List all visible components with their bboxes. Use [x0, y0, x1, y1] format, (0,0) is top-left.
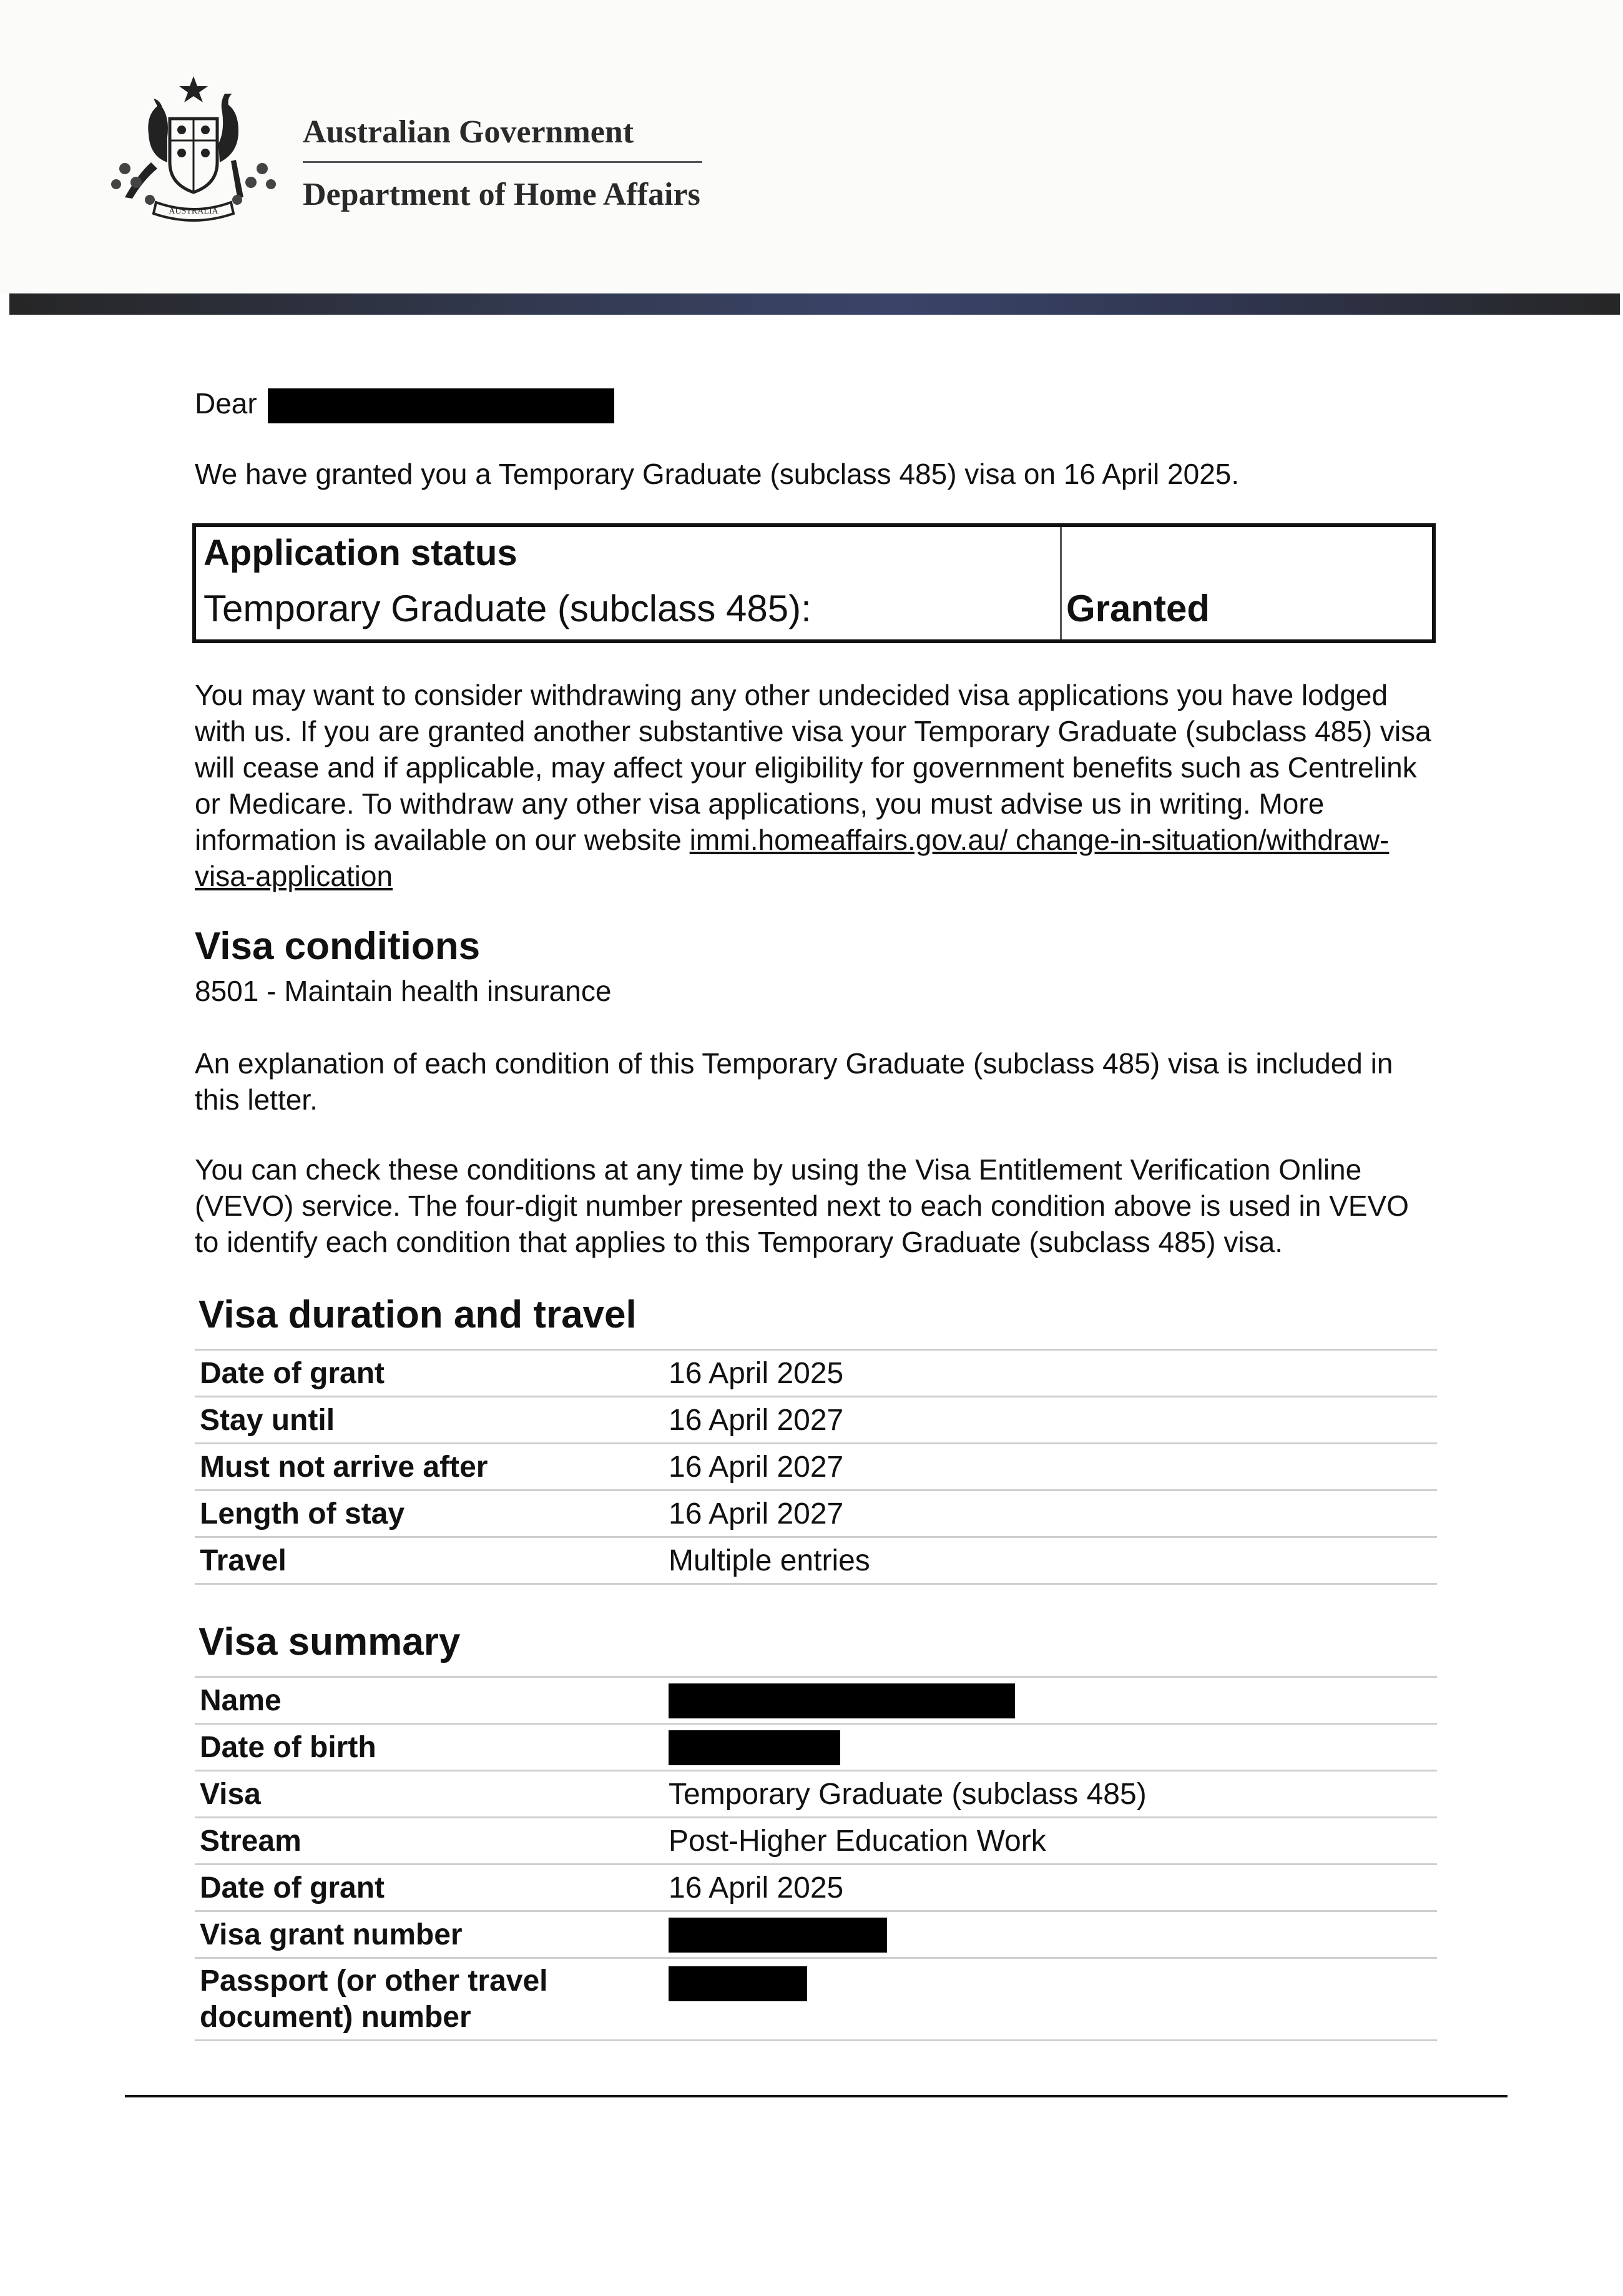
status-box-divider: [1060, 527, 1062, 639]
duration-value-travel: Multiple entries: [669, 1544, 870, 1577]
summary-value-stream: Post-Higher Education Work: [669, 1824, 1046, 1858]
summary-key-visa: Visa: [200, 1777, 261, 1811]
duration-value-stay-until: 16 April 2027: [669, 1403, 844, 1437]
summary-value-visa-grant-number: [664, 1911, 1437, 1958]
summary-key-name: Name: [200, 1683, 282, 1717]
table-row: [195, 1397, 1437, 1444]
summary-key-passport-number: Passport (or other travel document) number: [200, 1964, 548, 2034]
duration-key-stay-until: Stay until: [200, 1403, 335, 1437]
withdraw-application-link[interactable]: immi.homeaffairs.gov.au/ change-in-situation/withdraw-visa-application: [195, 824, 1390, 892]
table-row: [195, 1490, 1437, 1537]
visa-summary-table: [195, 1676, 1437, 2041]
duration-value-length-of-stay: 16 April 2027: [669, 1497, 844, 1530]
redacted-date-of-birth: [669, 1730, 840, 1765]
brand-department-name: Department of Home Affairs: [303, 177, 700, 212]
summary-key-stream: Stream: [200, 1824, 302, 1858]
visa-summary-heading: Visa summary: [199, 1620, 461, 1663]
brand-divider: [303, 161, 702, 163]
footer-divider: [125, 2095, 1508, 2097]
withdraw-paragraph-text: You may want to consider withdrawing any other undecided visa applications you have lodged with us. If you are granted another substantive visa your Temporary Graduate (subclass 485) visa will cease and if applicable, may affect your eligibility for government benefits such as Centrelink or Medicare. To withdraw any other visa applications, you must advise us in writing. More information is available on our website: [195, 679, 1431, 856]
crest-scroll-text: AUSTRALIA: [169, 207, 218, 216]
table-row: [195, 1771, 1437, 1818]
brand-government-name: Australian Government: [303, 114, 634, 150]
withdraw-paragraph: [195, 677, 1437, 894]
summary-value-name: [664, 1677, 1437, 1724]
application-status-title: Application status: [203, 533, 517, 573]
application-status-value: Granted: [1066, 588, 1210, 629]
summary-value-passport-number: [664, 1958, 1437, 2041]
summary-key-date-of-birth: Date of birth: [200, 1730, 376, 1764]
summary-value-date-of-grant: 16 April 2025: [669, 1871, 844, 1904]
table-row: [195, 1537, 1437, 1584]
table-row: [195, 1958, 1437, 2041]
summary-key-visa-grant-number: Visa grant number: [200, 1918, 463, 1951]
table-row: [195, 1724, 1437, 1771]
table-row: [195, 1677, 1437, 1724]
duration-key-date-of-grant: Date of grant: [200, 1356, 385, 1390]
duration-value-must-not-arrive-after: 16 April 2027: [669, 1450, 844, 1484]
redacted-visa-grant-number: [669, 1918, 887, 1953]
duration-value-date-of-grant: 16 April 2025: [669, 1356, 844, 1390]
table-row: [195, 1865, 1437, 1911]
duration-key-must-not-arrive-after: Must not arrive after: [200, 1450, 488, 1484]
table-row: [195, 1350, 1437, 1397]
redacted-recipient-name: [268, 388, 614, 423]
summary-value-date-of-birth: [664, 1724, 1437, 1771]
table-row: [195, 1444, 1437, 1490]
vevo-paragraph: You can check these conditions at any time by using the Visa Entitlement Verification Online (VEVO) service. The four-digit number presented next to each condition above is used in VEVO to identify each condition that applies to this Temporary Graduate (subclass 485) visa.: [195, 1153, 1409, 1258]
application-status-box: [192, 523, 1436, 643]
salutation: [195, 385, 1437, 423]
salutation-text: Dear: [195, 387, 257, 420]
header-accent-bar: [9, 293, 1620, 315]
coat-of-arms-logo: [100, 75, 287, 225]
grant-sentence: We have granted you a Temporary Graduate (subclass 485) visa on 16 April 2025.: [195, 458, 1240, 490]
visa-conditions-heading: Visa conditions: [195, 925, 481, 968]
conditions-explanation: An explanation of each condition of this Temporary Graduate (subclass 485) visa is included in this letter.: [195, 1047, 1393, 1116]
application-status-label: Temporary Graduate (subclass 485):: [203, 588, 812, 629]
summary-key-date-of-grant: Date of grant: [200, 1871, 385, 1904]
duration-key-length-of-stay: Length of stay: [200, 1497, 405, 1530]
visa-condition-item: 8501 - Maintain health insurance: [195, 975, 612, 1007]
visa-duration-heading: Visa duration and travel: [199, 1293, 637, 1336]
redacted-passport-number: [669, 1966, 807, 2001]
duration-key-travel: Travel: [200, 1544, 287, 1577]
table-row: [195, 1818, 1437, 1865]
redacted-name: [669, 1683, 1015, 1718]
table-row: [195, 1911, 1437, 1958]
visa-duration-table: [195, 1349, 1437, 1585]
summary-value-visa: Temporary Graduate (subclass 485): [669, 1777, 1147, 1811]
